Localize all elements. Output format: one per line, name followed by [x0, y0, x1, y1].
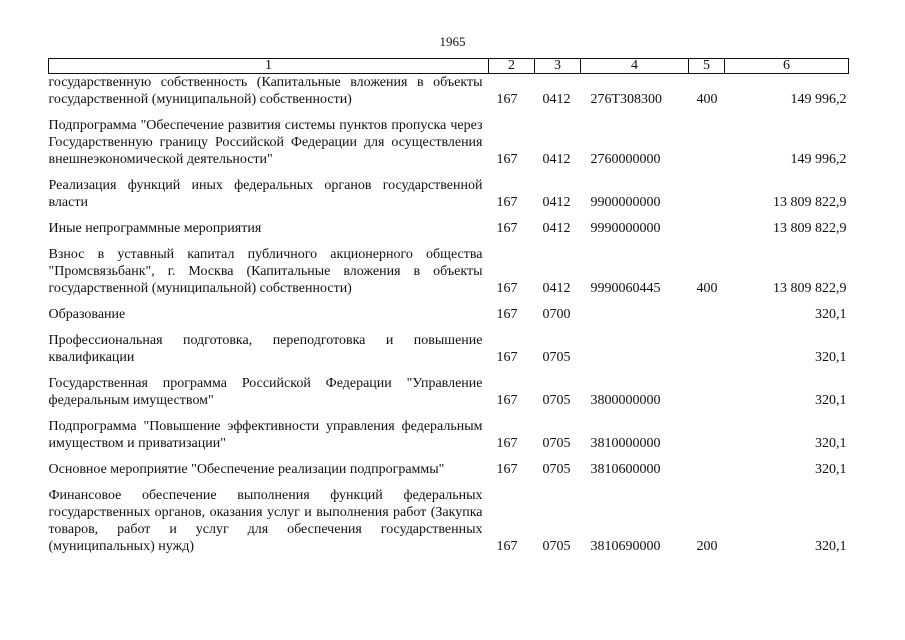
- table-row: [49, 487, 849, 555]
- budget-table: [48, 58, 849, 555]
- row-name: Подпрограмма "Повышение эффективности управления федеральным имуществом и приватизации": [48, 419, 483, 451]
- row-sum: 13 809 822,9: [773, 195, 847, 210]
- page-number: 1965: [439, 34, 466, 49]
- row-rz: 0412: [542, 195, 571, 210]
- row-gr: 167: [496, 281, 518, 296]
- table-row: [49, 461, 849, 478]
- row-gr: 167: [496, 539, 518, 554]
- row-gr: 167: [496, 152, 518, 167]
- row-cs: 9900000000: [590, 195, 661, 210]
- row-vr: 400: [696, 281, 718, 296]
- row-gr: 167: [496, 462, 518, 477]
- table-row: [49, 177, 849, 211]
- row-sum: 149 996,2: [790, 152, 847, 167]
- table-header: [49, 59, 849, 74]
- row-cs: [581, 306, 689, 323]
- row-name: Подпрограмма "Обеспечение развития системы пунктов пропуска через Государственную границу Российской Федерации для осуществления внешнеэкономической деятельности": [48, 118, 483, 167]
- header-col-4: 4: [581, 59, 689, 74]
- row-cs: 9990000000: [590, 221, 661, 236]
- row-sum: 149 996,2: [790, 92, 847, 107]
- row-gr: 167: [496, 221, 518, 236]
- row-cs: [581, 332, 689, 366]
- header-col-3: 3: [535, 59, 581, 74]
- row-name: Образование: [48, 307, 126, 322]
- row-cs: 3800000000: [590, 393, 661, 408]
- row-sum: 320,1: [815, 436, 847, 451]
- row-vr: [689, 177, 725, 211]
- row-rz: 0705: [542, 436, 571, 451]
- row-gr: 167: [496, 436, 518, 451]
- table-body: [49, 74, 849, 556]
- row-rz: 0412: [542, 281, 571, 296]
- table-row: [49, 117, 849, 168]
- header-col-2: 2: [489, 59, 535, 74]
- header-row: [49, 59, 849, 74]
- header-col-1: 1: [49, 59, 489, 74]
- row-cs: 276Т308300: [590, 92, 663, 107]
- row-rz: 0412: [542, 221, 571, 236]
- table-row: [49, 418, 849, 452]
- row-vr: [689, 306, 725, 323]
- row-rz: 0705: [542, 393, 571, 408]
- row-vr: [689, 332, 725, 366]
- row-rz: 0700: [542, 307, 571, 322]
- row-sum: 13 809 822,9: [773, 281, 847, 296]
- row-rz: 0705: [542, 462, 571, 477]
- row-cs: 3810690000: [590, 539, 661, 554]
- row-gr: 167: [496, 350, 518, 365]
- header-col-5: 5: [689, 59, 725, 74]
- row-vr: 200: [696, 539, 718, 554]
- row-cs: 2760000000: [590, 152, 661, 167]
- row-sum: 320,1: [815, 350, 847, 365]
- row-sum: 320,1: [815, 539, 847, 554]
- row-name: Реализация функций иных федеральных органов государственной власти: [48, 178, 483, 210]
- table-row: [49, 246, 849, 297]
- row-gr: 167: [496, 393, 518, 408]
- row-name: Основное мероприятие "Обеспечение реализации подпрограммы": [48, 462, 445, 477]
- row-rz: 0412: [542, 152, 571, 167]
- table-row: [49, 306, 849, 323]
- header-col-6: 6: [725, 59, 849, 74]
- row-sum: 320,1: [815, 393, 847, 408]
- row-vr: [689, 461, 725, 478]
- row-vr: [689, 117, 725, 168]
- row-name: Иные непрограммные мероприятия: [48, 221, 262, 236]
- row-gr: 167: [496, 307, 518, 322]
- table-row: [49, 220, 849, 237]
- row-sum: 13 809 822,9: [773, 221, 847, 236]
- table-row: [49, 332, 849, 366]
- row-sum: 320,1: [815, 307, 847, 322]
- row-name: Взнос в уставный капитал публичного акционерного общества "Промсвязьбанк", г. Москва (Капитальные вложения в объекты государственной (муниципальной) собственности): [48, 247, 483, 296]
- row-rz: 0412: [542, 92, 571, 107]
- row-vr: [689, 418, 725, 452]
- row-vr: [689, 220, 725, 237]
- row-gr: 167: [496, 92, 518, 107]
- row-cs: 9990060445: [590, 281, 661, 296]
- row-cs: 3810000000: [590, 436, 661, 451]
- row-gr: 167: [496, 195, 518, 210]
- row-cs: 3810600000: [590, 462, 661, 477]
- row-name: Государственная программа Российской Федерации "Управление федеральным имуществом": [48, 376, 483, 408]
- row-name: Профессиональная подготовка, переподготовка и повышение квалификации: [48, 333, 483, 365]
- row-name: государственную собственность (Капитальные вложения в объекты государственной (муниципальной) собственности): [48, 75, 483, 107]
- row-name: Финансовое обеспечение выполнения функций федеральных государственных органов, оказания услуг и выполнения работ (Закупка товаров, работ и услуг для обеспечения государственных (муниципальных) нужд): [48, 488, 483, 554]
- table-row: [49, 375, 849, 409]
- table-row: [49, 74, 849, 109]
- row-sum: 320,1: [815, 462, 847, 477]
- row-vr: [689, 375, 725, 409]
- row-vr: 400: [696, 92, 718, 107]
- row-rz: 0705: [542, 539, 571, 554]
- row-rz: 0705: [542, 350, 571, 365]
